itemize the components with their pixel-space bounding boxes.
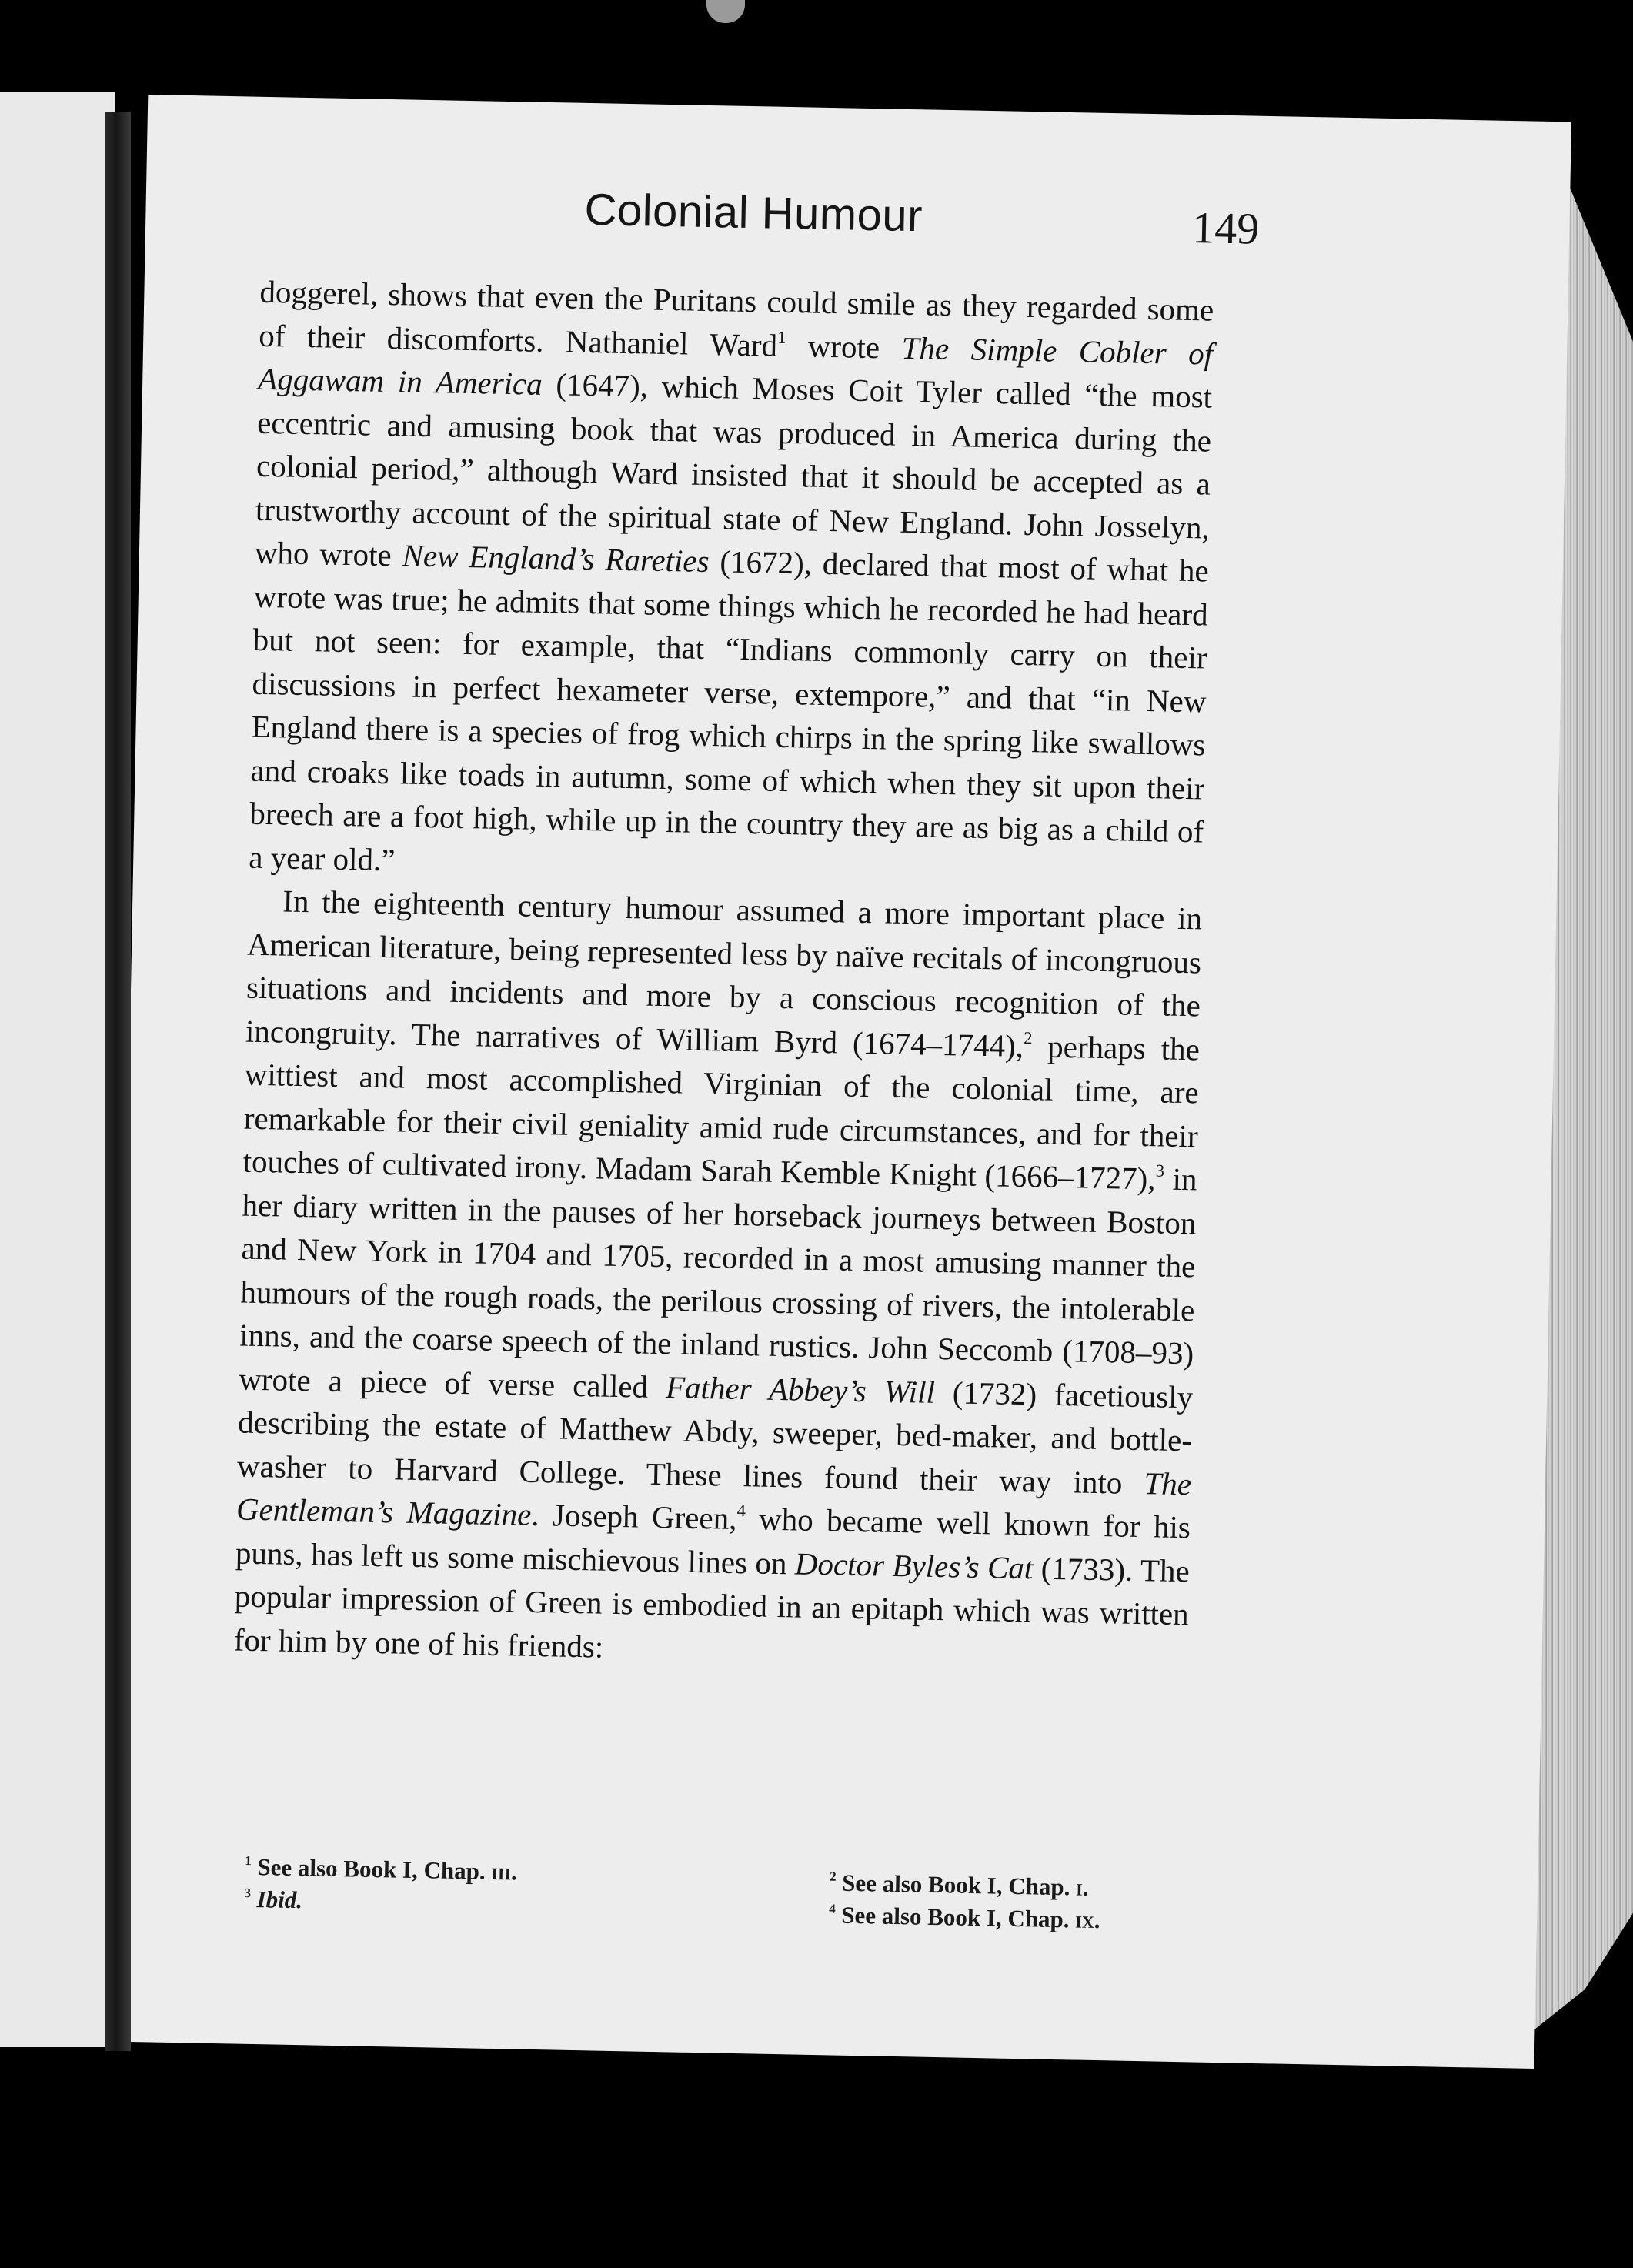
page-number: 149 [1191,202,1260,254]
footnote-3 [244,1884,302,1916]
text-run: in her diary written in the pauses of her horseback journeys between Boston and New York in 1704 and 1705, recorded in a most amusing manner the humours of the rough roads, the perilous crossing of rivers, the intolerable inns, and the coarse speech of the inland rustics. John Seccomb (1708–93) wrote a piece of verse called [238,1161,1197,1405]
title-doctor-byless-cat: Doctor Byles’s Cat [794,1545,1034,1585]
footnote-text: See also Book I, Chap. [841,1901,1076,1933]
footnote-2 [830,1867,1089,1902]
text-run: (1732) facetiously describing the estate of Matthew Abdy, sweeper, bed-maker, and bottle-washer to Harvard College. These lines found their way into [236,1374,1194,1501]
title-simple-cobler: The Simple Cobler of Aggawam in America [257,329,1214,402]
title-father-abbeys-will: Father Abbey’s Will [665,1368,936,1410]
footnote-chapter: ix. [1075,1906,1100,1934]
text-run: who became well known for his puns, has left us some mischievous lines on [235,1501,1191,1581]
running-head [145,175,1570,272]
paragraph-2 [233,879,1202,1680]
running-head-title: Colonial Humour [583,184,923,242]
text-run: In the eighteenth century humour assumed a more important place in American literature, being represented less by naïve recitals of incongruous situations and incidents and more by a conscious recognition of the incongruity. The narratives of William Byrd (1674–1744), [245,883,1203,1064]
text-run: (1672), declared that most of what he wrote was true; he admits that some things which he recorded he had heard but not seen: for example, that “Indians commonly carry on their discussions in perfect hexameter verse, extempore,” and that “in New England there is a species of frog which chirps in the spring like swallows and croaks like toads in autumn, some of which when they sit upon their breech are a foot high, while up in the country they are as big as a child of a year old.” [248,543,1210,877]
footnotes [244,1852,1184,1934]
footnote-chapter: iii. [491,1857,518,1886]
footnote-4 [829,1899,1100,1936]
title-new-englands-rareties: New England’s Rareties [402,537,710,580]
footnote-text: See also Book I, Chap. [257,1853,492,1885]
text-run: doggerel, shows that even the Puritans could smile as they regarded some of their discomforts. Nathaniel Ward [258,273,1214,363]
footnote-ref-2: 2 [1024,1027,1033,1047]
left-page-edge [0,92,115,2047]
binder-clip [706,0,745,23]
footnote-chapter: i. [1075,1873,1089,1901]
text-run: . Joseph Green, [530,1496,737,1536]
footnote-mark: 1 [245,1853,252,1869]
footnote-text: Ibid. [256,1886,303,1914]
book-page [111,95,1571,2069]
footnote-ref-4: 4 [736,1501,746,1521]
text-run: (1647), which Moses Coit Tyler called “the most eccentric and amusing book that was produced in America during the colonial period,” although Ward insisted that it should be accepted as a trustworthy account of the spiritual state of New England. John Josselyn, who wrote [254,366,1213,573]
footnote-ref-3: 3 [1155,1161,1165,1181]
text-run: wrote [785,327,903,366]
footnote-mark: 4 [829,1901,836,1916]
book-gutter [105,112,131,2051]
body-text [233,270,1214,1679]
paragraph-1 [249,270,1214,897]
title-gentlemans-magazine: The Gentleman’s Magazine [235,1465,1192,1532]
footnote-ref-1: 1 [776,327,786,347]
footnote-text: See also Book I, Chap. [841,1869,1077,1901]
text-run: perhaps the wittiest and most accomplished Virginian of the colonial time, are remarkable for their civil geniality amid rude circumstances, and for their touches of cultivated irony. Madam Sarah Kemble Knight (1666–1727), [242,1027,1201,1197]
text-run: (1733). The popular impression of Green is embodied in an epitaph which was written for him by one of his friends: [233,1549,1191,1665]
footnote-1 [245,1852,517,1888]
footnote-mark: 3 [244,1886,252,1901]
footnote-mark: 2 [829,1869,837,1884]
